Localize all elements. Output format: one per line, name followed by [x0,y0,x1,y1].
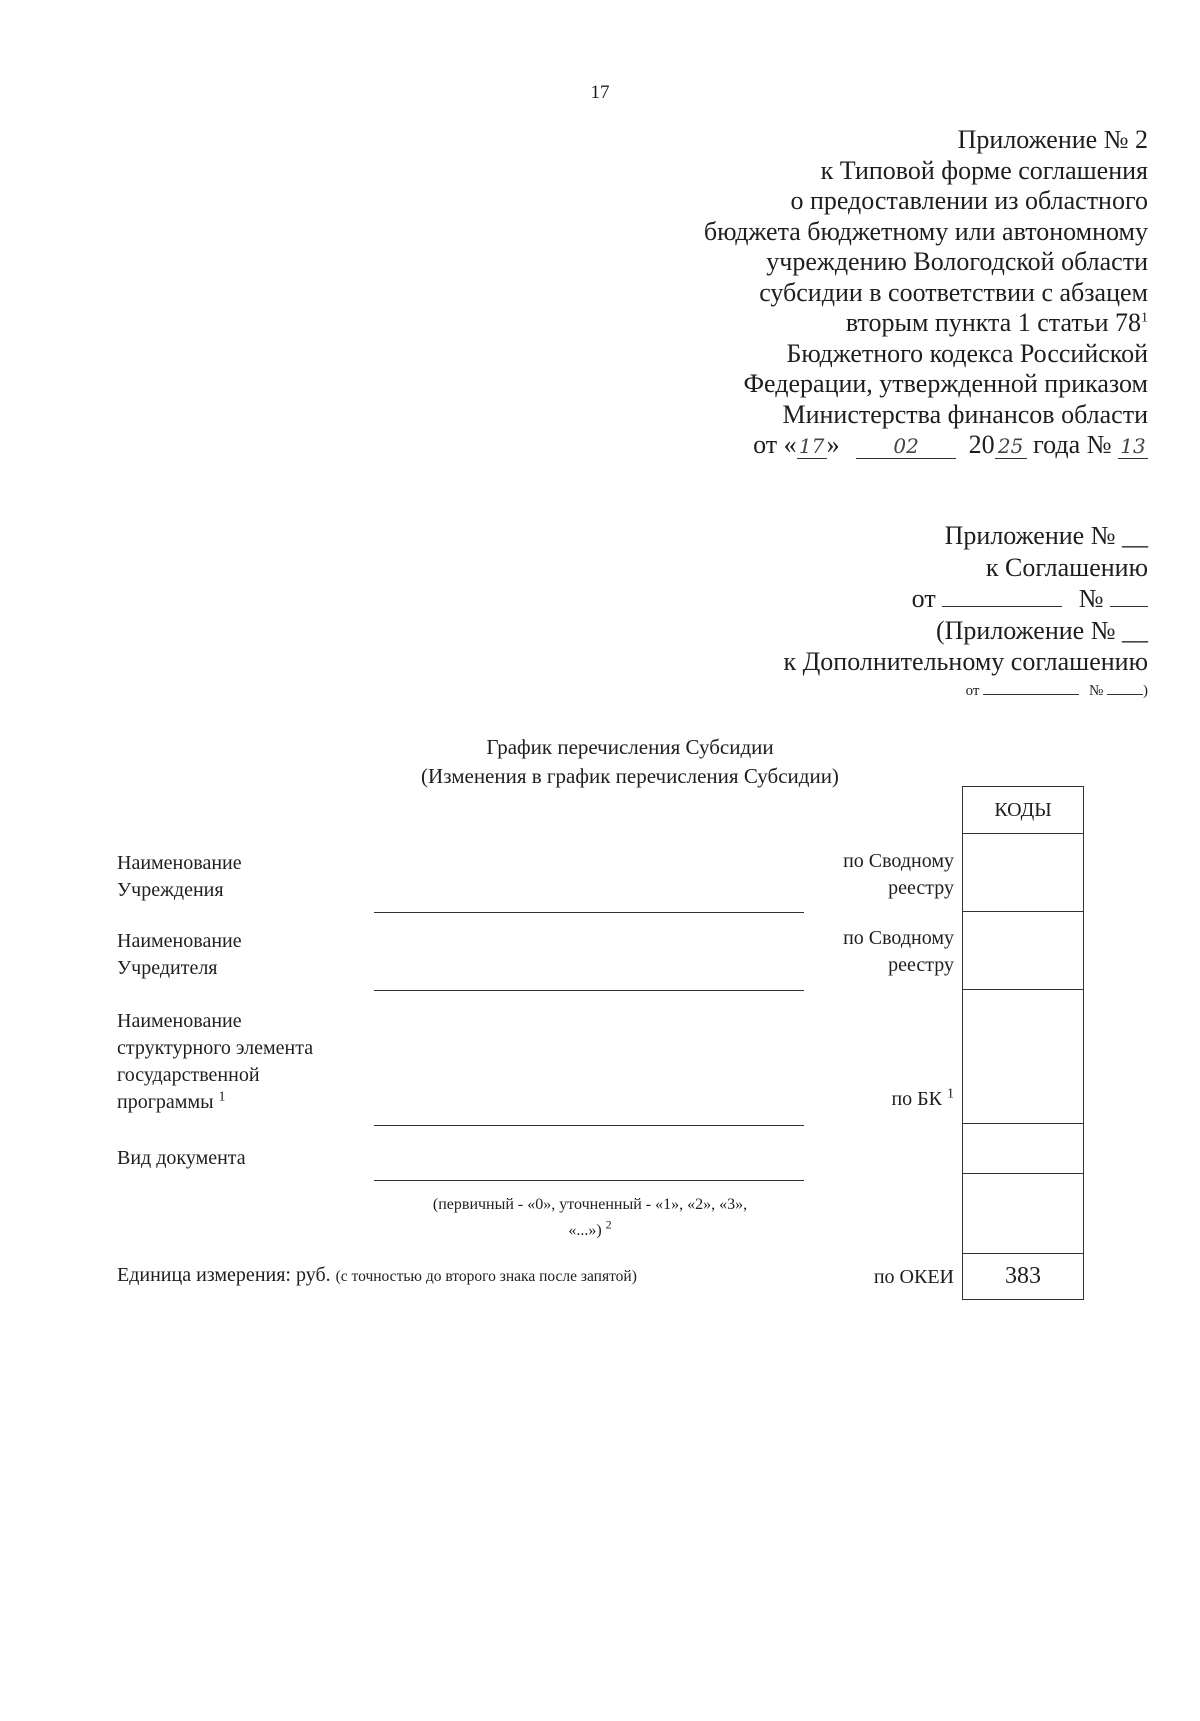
appendix-line: Бюджетного кодекса Российской [786,338,1148,368]
schedule-title: График перечисления Субсидии [486,735,774,759]
document-type-field[interactable] [374,1180,804,1181]
appendix-line: о предоставлении из областного [790,186,1148,215]
code-cell-institution-registry[interactable] [963,833,1083,912]
article-text: вторым пункта 1 статьи 78 [845,308,1141,337]
appendix-line: к Типовой форме соглашения [820,155,1148,185]
year-prefix: 20 [968,430,995,459]
code-cell-budget-classification[interactable] [963,989,1083,1124]
appendix-line: учреждению Вологодской области [766,247,1148,276]
document-type-label: Вид документа [117,1147,246,1169]
appendix-line: Федерации, утвержденной приказом [743,369,1148,398]
founder-name-field[interactable] [374,990,804,991]
bk-footnote-ref: 1 [947,1086,954,1102]
order-date-line [528,430,1148,461]
appendix-line: бюджета бюджетному или автономному [703,216,1148,246]
supplementary-date-line [528,678,1148,704]
supplementary-appendix-line: (Приложение № __ [935,615,1148,645]
founder-registry-label: по Сводному реестру [843,927,954,976]
institution-registry-label: по Сводному реестру [843,850,954,899]
founder-label: Наименование Учредителя [117,930,242,979]
document-type-hint: (первичный - «0», уточненный - «1», «2», «3», «...») $^2$ [432,1196,748,1239]
handwritten-day: 17 [797,433,827,459]
program-element-field[interactable] [374,1125,804,1126]
day-suffix: » [826,430,840,459]
number-label-small: № [1088,682,1104,699]
from-label: от [911,584,936,613]
okei-code-cell: 383 [963,1253,1083,1300]
program-element-label: Наименование структурного элемента государственной программы $^1$ [117,1010,314,1113]
code-cell-document-type[interactable] [963,1123,1083,1174]
okei-label: по ОКЕИ [873,1266,954,1288]
agreement-line: к Соглашению [985,552,1148,582]
handwritten-month: 02 [856,433,956,459]
year-suffix: года № [1026,430,1112,459]
institution-name-field[interactable] [374,912,804,913]
agreement-date-line [528,583,1148,615]
handwritten-order-number: 13 [1118,433,1148,459]
appendix-line [528,308,1148,339]
page-number: 17 [590,82,610,103]
number-label: № [1078,584,1104,613]
code-cell-founder-registry[interactable] [963,911,1083,990]
supplementary-date-blank[interactable] [983,682,1079,695]
budget-classification-label: по БК $^1$ [891,1086,954,1110]
appendix-line: субсидии в соответствии с абзацем [759,277,1148,307]
doc-type-footnote-ref: 2 [605,1217,612,1232]
appendix-line: Приложение № 2 [957,125,1148,154]
code-cell-blank [963,1173,1083,1253]
date-blank[interactable] [942,586,1062,607]
unit-precision-note: (с точностью до второго знака после запятой) [335,1268,637,1285]
unit-label: Единица измерения: руб. [117,1264,331,1286]
schedule-subtitle: (Изменения в график перечисления Субсидии) [421,764,839,788]
program-footnote-ref: 1 [218,1089,226,1105]
supplementary-agreement-line: к Дополнительному соглашению [783,647,1148,676]
appendix-line: Министерства финансов области [782,399,1148,429]
article-superscript: 1 [1141,310,1148,326]
agreement-reference [528,520,1148,704]
handwritten-year: 25 [995,433,1027,459]
supplementary-number-blank[interactable] [1107,682,1143,695]
closing-paren: ) [1143,682,1148,699]
institution-label: Наименование Учреждения [117,852,242,901]
number-blank[interactable] [1110,586,1148,607]
codes-table [962,786,1084,1300]
agreement-appendix-line: Приложение № __ [944,521,1148,550]
appendix-header [528,125,1148,461]
unit-of-measure [117,1264,637,1287]
from-label-small: от [965,682,980,699]
date-prefix: от « [753,430,797,459]
codes-header: КОДЫ [963,787,1083,834]
form-title [380,733,880,791]
